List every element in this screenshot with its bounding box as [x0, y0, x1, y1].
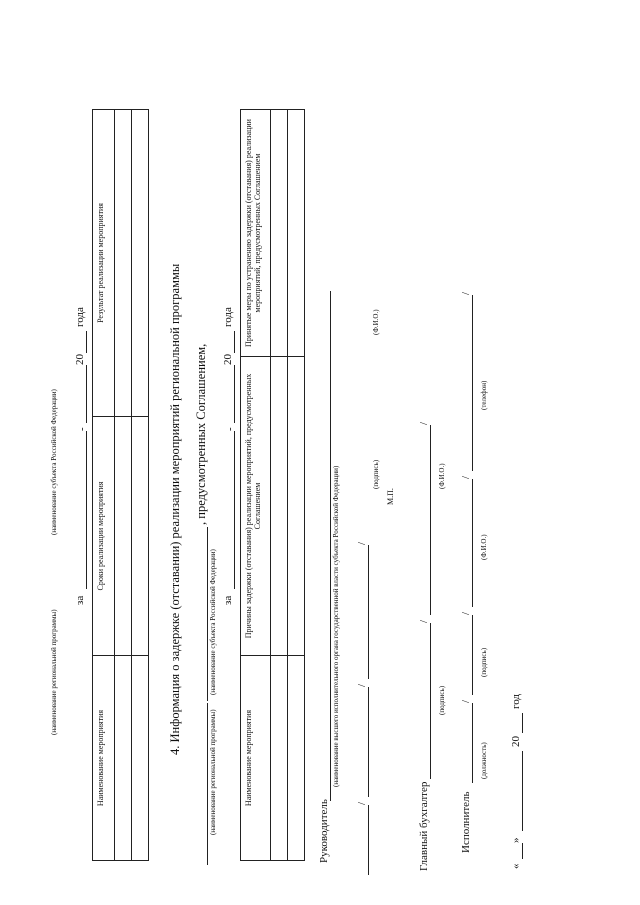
executor-phone-caption: (телефон) [480, 380, 488, 410]
head-slash-1: / [356, 801, 368, 805]
accountant-label: Главный бухгалтер [418, 781, 430, 871]
executor-label: Исполнитель [460, 791, 472, 853]
date-close-quote: » [510, 837, 522, 843]
section4-za-label: за [222, 595, 234, 605]
date-year-line [522, 713, 523, 733]
executor-fio-caption: (Ф.И.О.) [480, 534, 488, 560]
section4-title-suffix: , предусмотренных Соглашением, [194, 343, 208, 525]
section4-title: 4. Информация о задержке (отставании) реализации мероприятий региональной программы [168, 263, 182, 755]
date-day-line [522, 843, 523, 859]
executor-fio-line [472, 479, 473, 607]
executor-signature-line [472, 615, 473, 695]
top-year-line [86, 331, 87, 353]
section4-dash: - [224, 427, 236, 431]
date-year-word: год [510, 693, 522, 709]
date-open-quote: « [510, 863, 522, 869]
section4-period-end-line [234, 365, 235, 423]
head-org-caption: (наименование высшего исполнительного органа государственной власти субъекта Российской Федерации) [332, 465, 340, 787]
stamp-label: М.П. [386, 488, 395, 505]
top-results-table [92, 109, 149, 861]
head-fio-line [368, 545, 369, 679]
section4-header-name: Наименование мероприятия [241, 656, 271, 861]
executor-slash-4: / [460, 291, 472, 295]
accountant-slash-2: / [418, 421, 430, 425]
head-position-line [368, 805, 369, 875]
section4-header-reasons: Причины задержки (отставания) реализации мероприятий, предусмотренных Соглашением [241, 357, 271, 656]
top-header-terms: Сроки реализации мероприятия [93, 417, 115, 656]
top-header-name: Наименование мероприятия [93, 656, 115, 861]
date-month-line [522, 751, 523, 831]
head-label: Руководитель [318, 799, 330, 863]
head-org-line [330, 291, 331, 801]
top-period-start-line [86, 431, 87, 589]
date-year-prefix: 20 [510, 736, 522, 747]
accountant-signature-line [430, 623, 431, 779]
executor-signature-caption: (подпись) [480, 647, 488, 677]
accountant-fio-caption: (Ф.И.О.) [438, 463, 446, 489]
head-slash-2: / [356, 683, 368, 687]
top-program-caption: (наименование региональной программы) [50, 609, 58, 735]
executor-position-line [472, 703, 473, 783]
top-period-end-line [86, 365, 87, 423]
top-header-result: Результат реализации мероприятия [93, 110, 115, 417]
section4-header-measures: Принятые меры по устранению задержки (отставания) реализации мероприятий, предусмотренных Соглашением [241, 110, 271, 357]
section4-year-line [234, 331, 235, 353]
top-year-word: года [74, 307, 86, 327]
head-signature-caption: (подпись) [372, 459, 380, 489]
section4-delay-table [240, 109, 305, 861]
executor-position-caption: (должность) [480, 742, 488, 779]
head-slash-3: / [356, 541, 368, 545]
top-dash: - [76, 427, 88, 431]
section4-year-word: года [222, 307, 234, 327]
head-fio-caption: (Ф.И.О.) [372, 309, 380, 335]
section4-program-caption: (наименование региональной программы) [209, 709, 217, 835]
executor-slash-2: / [460, 611, 472, 615]
accountant-signature-caption: (подпись) [438, 685, 446, 715]
accountant-slash-1: / [418, 619, 430, 623]
executor-phone-line [472, 295, 473, 471]
section4-subject-line [207, 527, 208, 701]
executor-slash-3: / [460, 475, 472, 479]
top-subject-caption: (наименование субъекта Российской Федерации) [50, 389, 58, 535]
top-za-label: за [74, 595, 86, 605]
executor-slash-1: / [460, 699, 472, 703]
section4-year-prefix: 20 [222, 354, 234, 365]
section4-subject-caption: (наименование субъекта Российской Федерации) [209, 549, 217, 695]
accountant-fio-line [430, 425, 431, 615]
top-year-prefix: 20 [74, 354, 86, 365]
section4-program-line [207, 703, 208, 865]
section4-period-start-line [234, 431, 235, 589]
head-signature-line [368, 687, 369, 797]
